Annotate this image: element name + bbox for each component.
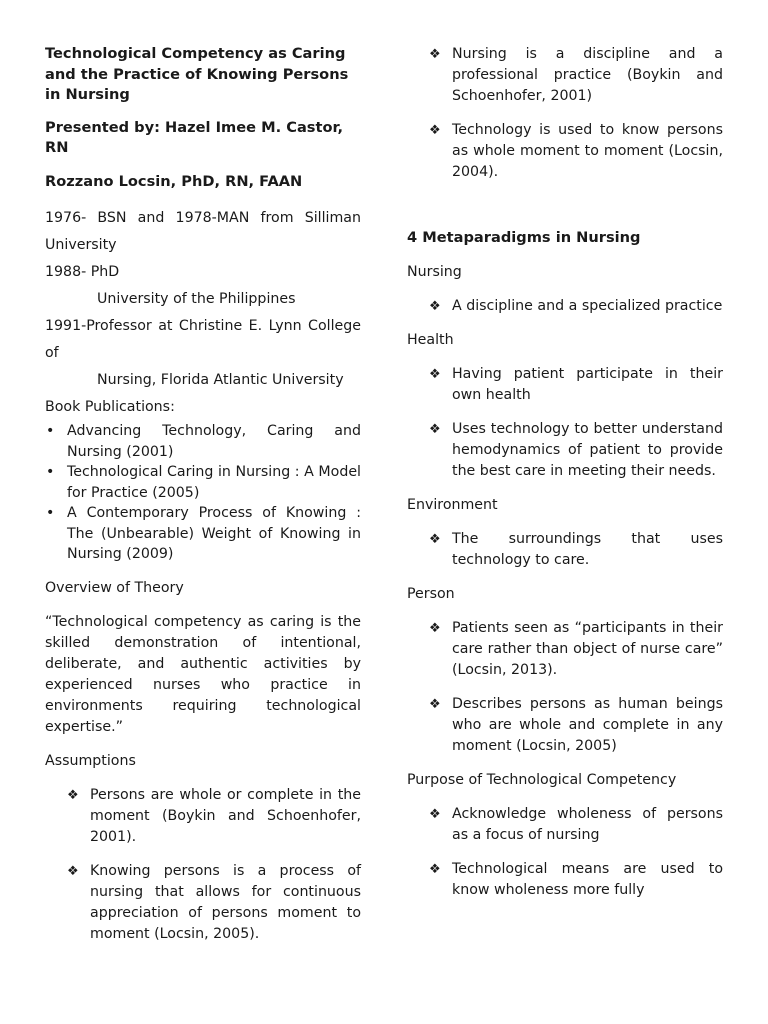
left-column	[45, 44, 361, 958]
list-item: ❖ A discipline and a specialized practice	[407, 296, 723, 317]
purpose-list	[407, 804, 723, 901]
list-item: ❖ Knowing persons is a process of nursing that allows for continuous appreciation of persons moment to moment (Locsin, 2005).	[67, 862, 361, 942]
list-item: ❖ Acknowledge wholeness of persons as a focus of nursing	[429, 805, 723, 843]
person-list	[407, 618, 723, 757]
books-heading: Book Publications:	[45, 399, 175, 415]
list-item: ❖ Describes persons as human beings who are whole and complete in any moment (Locsin, 2005)	[429, 695, 723, 754]
list-item: ❖ Uses technology to better understand hemodynamics of patient to provide the best care in meeting their needs.	[429, 420, 723, 479]
environment-list	[407, 529, 723, 571]
list-item: ❖ The surroundings that uses technology to care.	[429, 530, 723, 568]
nursing-list	[407, 296, 723, 317]
section-label-health: Health	[407, 331, 454, 348]
bullet-dot-icon: •	[46, 423, 55, 439]
diamond-bullet-icon: ❖	[67, 787, 79, 803]
list-item: ❖ Nursing is a discipline and a professional practice (Boykin and Schoenhofer, 2001)	[429, 46, 723, 104]
diamond-bullet-icon: ❖	[429, 531, 441, 547]
diamond-bullet-icon: ❖	[429, 123, 441, 138]
list-item: • Advancing Technology, Caring and Nursing (2001)	[46, 423, 361, 460]
book-list	[45, 421, 361, 565]
assumptions-continued-list	[407, 44, 723, 183]
diamond-bullet-icon: ❖	[429, 366, 441, 382]
bio-line-5: Nursing, Florida Atlantic University	[97, 372, 344, 388]
health-list	[407, 364, 723, 482]
diamond-bullet-icon: ❖	[429, 696, 441, 712]
diamond-bullet-icon: ❖	[429, 47, 441, 62]
metaparadigms-heading: 4 Metaparadigms in Nursing	[407, 229, 641, 246]
overview-quote: “Technological competency as caring is the skilled demonstration of intentional, deliberate, and authentic activities by experienced nurses who practice in environments requiring technological expertise.”	[45, 613, 361, 735]
bio-line-2: 1988- PhD	[45, 264, 120, 280]
diamond-bullet-icon: ❖	[429, 620, 441, 636]
section-label-person: Person	[407, 585, 455, 602]
document-title: Technological Competency as Caring and the Practice of Knowing Persons in Nursing	[45, 45, 349, 103]
bullet-dot-icon: •	[46, 505, 55, 521]
section-label-environment: Environment	[407, 496, 498, 513]
bio-line-1: 1976- BSN and 1978-MAN from Silliman University	[45, 210, 361, 253]
overview-heading: Overview of Theory	[45, 579, 184, 596]
diamond-bullet-icon: ❖	[429, 806, 441, 822]
section-label-purpose: Purpose of Technological Competency	[407, 771, 677, 788]
section-label-nursing: Nursing	[407, 263, 462, 280]
theorist-name: Rozzano Locsin, PhD, RN, FAAN	[45, 172, 303, 190]
presenter-line: Presented by: Hazel Imee M. Castor, RN	[45, 118, 344, 156]
bio-line-3: University of the Philippines	[97, 291, 296, 307]
diamond-bullet-icon: ❖	[429, 298, 441, 314]
right-column	[407, 44, 723, 914]
diamond-bullet-icon: ❖	[429, 421, 441, 437]
list-item: • A Contemporary Process of Knowing : The (Unbearable) Weight of Knowing in Nursing (2009)	[46, 505, 361, 562]
bio-line-4: 1991-Professor at Christine E. Lynn College of	[45, 318, 361, 361]
assumptions-list	[45, 785, 361, 945]
diamond-bullet-icon: ❖	[67, 863, 79, 879]
bullet-dot-icon: •	[46, 464, 55, 480]
list-item: ❖ Technological means are used to know wholeness more fully	[429, 860, 723, 898]
diamond-bullet-icon: ❖	[429, 861, 441, 877]
list-item: ❖ Persons are whole or complete in the moment (Boykin and Schoenhofer, 2001).	[67, 786, 361, 845]
list-item: ❖ Technology is used to know persons as whole moment to moment (Locsin, 2004).	[429, 122, 723, 180]
assumptions-heading: Assumptions	[45, 752, 136, 769]
list-item: ❖ Patients seen as “participants in their care rather than object of nurse care” (Locsin, 2013).	[429, 619, 723, 678]
list-item: ❖ Having patient participate in their own health	[429, 365, 723, 403]
list-item: • Technological Caring in Nursing : A Model for Practice (2005)	[46, 464, 361, 501]
